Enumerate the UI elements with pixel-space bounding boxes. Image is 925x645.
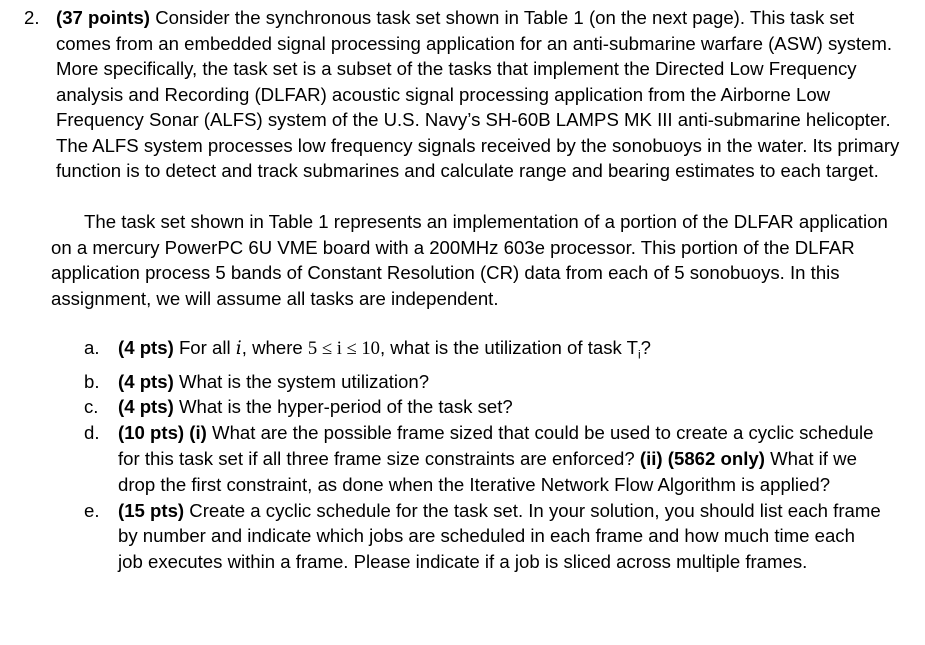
sub-question-part2-text: What if we drop the first constraint, as done when the Iterative Network Flow Algorithm is applied? (118, 447, 857, 495)
math-variable-i: i (235, 338, 242, 359)
sub-question-text: What is the hyper-period of the task set? (178, 396, 513, 418)
math-range: 5 ≤ i ≤ 10 (307, 338, 380, 359)
sub-question-label: c. (84, 396, 99, 418)
sub-question-points: (4 pts) (118, 337, 174, 358)
sub-question-part1-text: What are the possible frame sized that could be used to create a cyclic schedule for this task set if all three frame size constraints are enforced? (118, 422, 874, 469)
sub-question-text-post: , what is the utilization of task T (379, 337, 638, 358)
sub-question-points: (15 pts) (118, 499, 185, 521)
sub-question-label: e. (84, 499, 100, 521)
question-paragraph-2: The task set shown in Table 1 represents an implementation of a portion of the DLFAR application on a mercury PowerPC 6U VME board with a 200MHz 603e processor. This portion of the DLFAR application process 5 bands of Constant Resolution (CR) data from each of 5 sonobuoys. In this assignment, we will assume all tasks are independent. (51, 211, 888, 309)
sub-question-text-end: ? (640, 337, 652, 358)
sub-question-points: (10 pts) (118, 422, 185, 444)
sub-question-points: (4 pts) (118, 396, 174, 418)
sub-question-d (84, 420, 884, 497)
sub-question-points: (4 pts) (118, 370, 174, 392)
sub-question-text-pre: For all (178, 337, 231, 358)
sub-question-label: a. (84, 337, 100, 358)
task-subscript: i (638, 347, 641, 362)
question-points: (37 points) (56, 7, 151, 28)
question-number: 2. (24, 7, 40, 28)
sub-question-text-mid: , where (241, 337, 303, 358)
sub-question-c (84, 394, 884, 420)
question-paragraph-1 (56, 5, 902, 184)
sub-question-e (84, 498, 884, 575)
sub-question-label: b. (84, 370, 100, 392)
sub-question-b (84, 369, 884, 395)
sub-question-list (84, 335, 884, 575)
sub-question-text: Create a cyclic schedule for the task set. In your solution, you should list each frame by number and indicate which jobs are scheduled in each frame and how much time each job executes within a frame. Please indicate if a job is sliced across multiple frames. (118, 499, 881, 573)
sub-question-part2-label: (ii) (5862 only) (639, 447, 765, 469)
sub-question-label: d. (84, 422, 100, 444)
question-text-1: Consider the synchronous task set shown in Table 1 (on the next page). This task set comes from an embedded signal processing application for an anti-submarine warfare (ASW) system. More specifically, the task set is a subset of the tasks that implement the Directed Low Frequency analysis and Recording (DLFAR) acoustic signal processing application from the Airborne Low Frequency Sonar (ALFS) system of the U.S. Navy’s SH-60B LAMPS MK III anti-submarine helicopter. The ALFS system processes low frequency signals received by the sonobuoys in the water. Its primary function is to detect and track submarines and calculate range and bearing estimates to each target. (56, 7, 900, 181)
sub-question-text: What is the system utilization? (178, 370, 430, 392)
sub-question-part1-label: (i) (189, 422, 207, 444)
sub-question-a (84, 335, 884, 369)
